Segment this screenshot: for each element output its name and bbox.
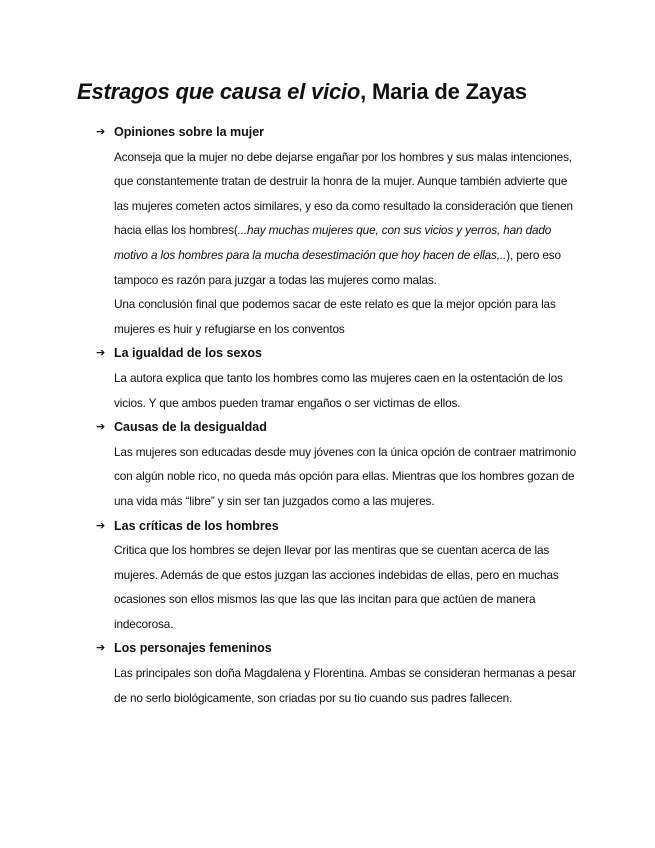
section-heading-row: [96, 341, 584, 366]
section-igualdad: [96, 341, 584, 415]
section-personajes: [96, 636, 584, 710]
section-paragraph: Las mujeres son educadas desde muy jóvenes con la única opción de contraer matrimonio con algún noble rico, no queda más opción para ellas. Mientras que los hombres gozan de una vida más “libre” y sin ser tan juzgados como a las mujeres.: [114, 444, 577, 508]
arrow-right-icon: ➔: [96, 126, 106, 138]
section-heading: Causas de la desigualdad: [114, 420, 267, 435]
section-paragraph: Critica que los hombres se dejen llevar por las mentiras que se cuentan acerca de las mujeres. Además de que estos juzgan las acciones indebidas de ellas, pero en muchas ocasiones son ellos mismos las que las que las incitan para que actúen de manera indecorosa.: [114, 543, 559, 631]
section-heading: Las críticas de los hombres: [114, 518, 279, 533]
section-heading: Opiniones sobre la mujer: [114, 125, 265, 139]
section-heading: La igualdad de los sexos: [114, 346, 262, 361]
section-opiniones: [96, 120, 584, 341]
document-title: [77, 78, 527, 106]
arrow-right-icon: ➔: [96, 421, 106, 434]
section-causas: [96, 415, 584, 513]
section-heading-row: [96, 514, 584, 539]
section-heading-row: [96, 120, 584, 145]
section-heading: Los personajes femeninos: [114, 641, 272, 656]
arrow-right-icon: ➔: [96, 347, 106, 360]
section-criticas: [96, 514, 584, 637]
section-paragraph: Las principales son doña Magdalena y Florentina. Ambas se consideran hermanas a pesar de no serlo biológicamente, son criadas por su tio cuando sus padres fallecen.: [114, 666, 577, 705]
paragraph-text: Aconseja que la mujer no debe dejarse engañar por los hombres y sus malas intenciones, que constantemente tratan de destruir la honra de la mujer. Aunque también advierte que las mujeres cometen actos similares, y eso da como resultado la consideración que tienen hacia ellas los hombres(: [114, 149, 573, 238]
section-heading-row: [96, 415, 584, 440]
section-paragraph: [114, 145, 584, 293]
arrow-right-icon: ➔: [96, 519, 106, 532]
section-paragraph: Una conclusión final que podemos sacar de este relato es que la mejor opción para las mujeres es huir y refugiarse en los conventos: [114, 297, 556, 336]
section-paragraph: La autora explica que tanto los hombres como las mujeres caen en la ostentación de los vicios. Y que ambos pueden tramar engaños o ser victimas de ellos.: [114, 370, 563, 410]
title-author: , Maria de Zayas: [360, 79, 527, 104]
arrow-right-icon: ➔: [96, 642, 106, 655]
section-list: [96, 120, 584, 710]
paragraph-quote: ...hay muchas mujeres que, con sus vicios y yerros, han dado motivo a los hombres para la mucha desestimación que hoy hacen de ellas,..: [114, 223, 552, 262]
section-heading-row: [96, 636, 584, 661]
title-work: Estragos que causa el vicio: [77, 79, 361, 104]
paragraph-text: ), pero eso tampoco es razón para juzgar a todas las mujeres como malas.: [114, 247, 561, 287]
